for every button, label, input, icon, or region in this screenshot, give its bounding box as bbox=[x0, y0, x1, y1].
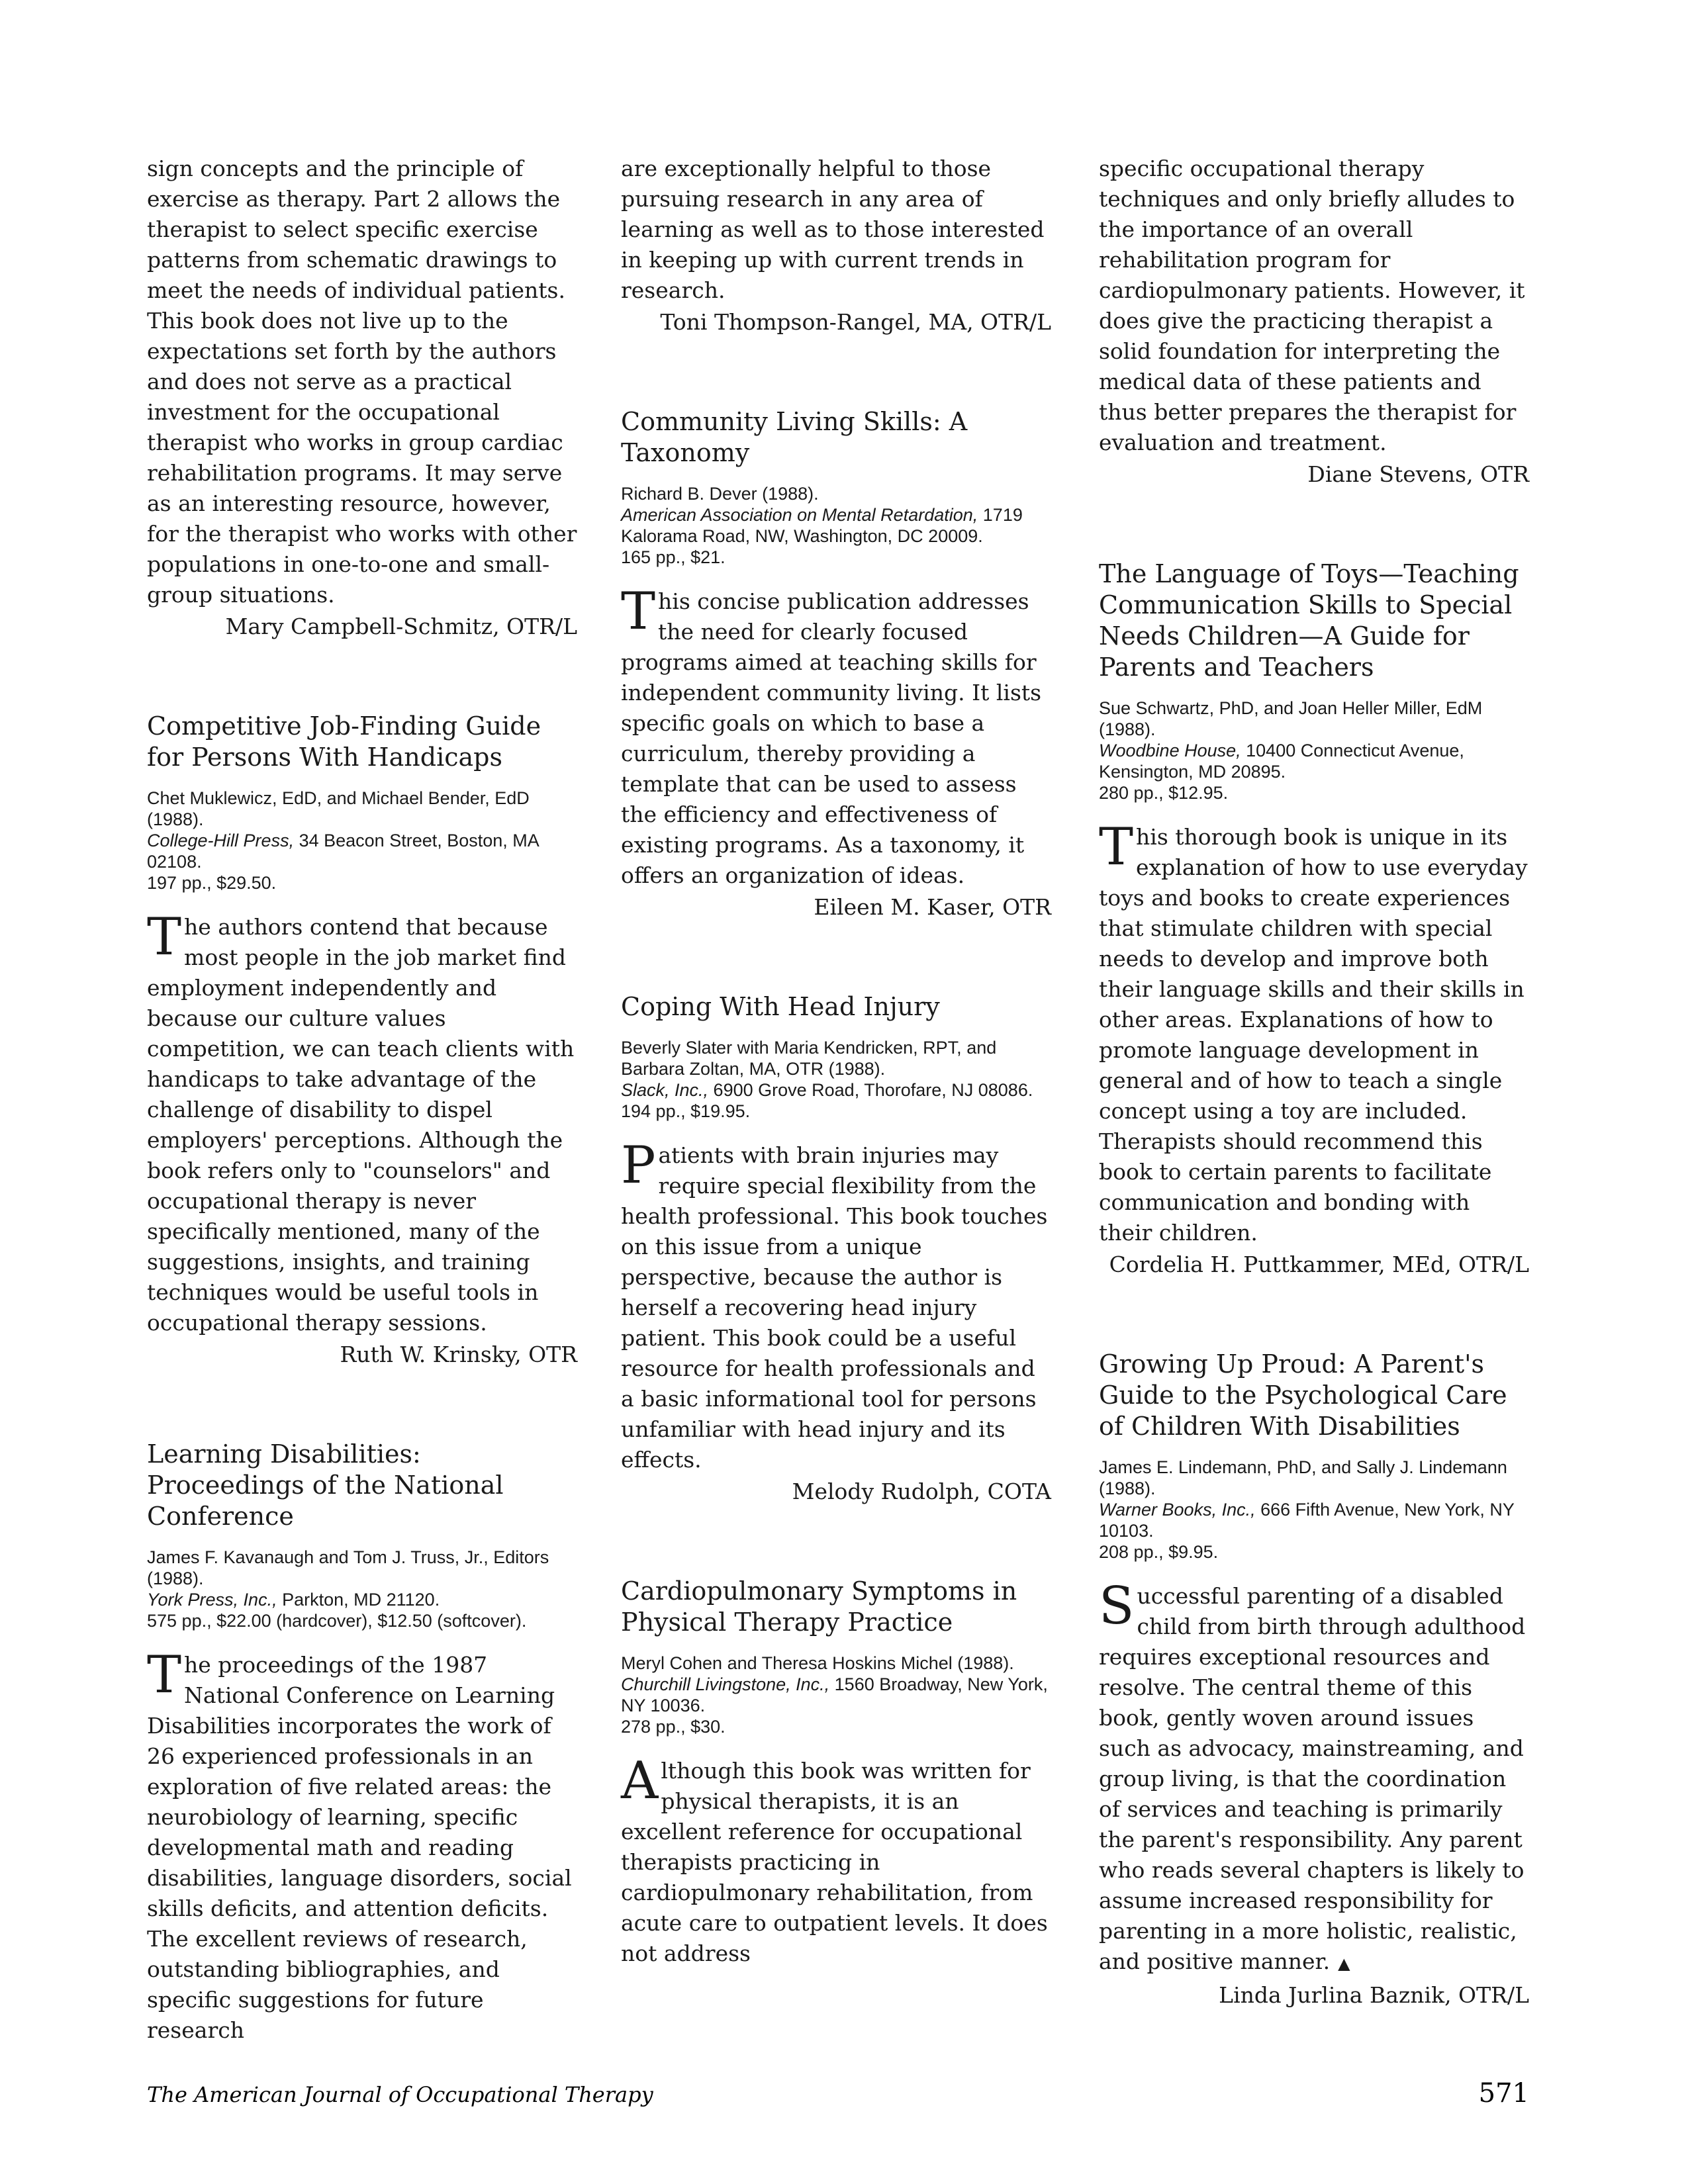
review-title: Coping With Head Injury bbox=[621, 992, 940, 1021]
book-publisher-line bbox=[147, 1589, 577, 1610]
review-body-text: he proceedings of the 1987 National Conference on Learning Disabilities incorporates the work of 26 experienced professionals in an exploration of five related areas: the neurobiology of learning, specific developmental math and reading disabilities, language disorders, social skills deficits, and attention deficits. The excellent reviews of research, outstanding bibliographies, and specific suggestions for future research bbox=[147, 1652, 572, 2043]
page-number: 571 bbox=[1478, 2078, 1529, 2109]
book-authors: Sue Schwartz, PhD, and Joan Heller Miller, EdM (1988). bbox=[1099, 698, 1483, 739]
book-citation bbox=[621, 1653, 1051, 1737]
review-body bbox=[621, 582, 1051, 891]
book-citation bbox=[1099, 1457, 1529, 1563]
review-body-text: his concise publication addresses the need for clearly focused programs aimed at teaching skills for independent community living. It lists specific goals on which to base a curriculum, thereby providing a template that can be used to assess the efficiency and effectiveness of existing programs. As a taxonomy, it offers an organization of ideas. bbox=[621, 588, 1042, 888]
review-competitive-job-finding bbox=[147, 711, 577, 1370]
journal-title: The American Journal of Occupational Therapy bbox=[147, 2082, 653, 2107]
reviewer-signature: Cordelia H. Puttkammer, MEd, OTR/L bbox=[1109, 1251, 1529, 1277]
review-title: Growing Up Proud: A Parent's Guide to the Psychological Care of Children With Disabilities bbox=[1099, 1349, 1507, 1441]
reviewer-signature: Eileen M. Kaser, OTR bbox=[814, 894, 1051, 920]
book-address: 1560 Broadway, New York, NY 10036. bbox=[621, 1674, 1048, 1715]
review-coping-with-head-injury bbox=[621, 991, 1051, 1507]
book-citation bbox=[147, 788, 577, 893]
book-address: Parkton, MD 21120. bbox=[277, 1590, 440, 1610]
review-title: Learning Disabilities: Proceedings of the National Conference bbox=[147, 1439, 504, 1531]
book-authors: Richard B. Dever (1988). bbox=[621, 484, 819, 504]
book-publisher-line bbox=[621, 1674, 1051, 1716]
end-of-article-triangle-icon: ▲ bbox=[1338, 1954, 1350, 1973]
review-body-text: his thorough book is unique in its explanation of how to use everyday toys and books to create experiences that stimulate children with special needs to develop and improve both their language skills and their skills in other areas. Explanations of how to promote language development in general and of how to teach a single concept using a toy are included. Therapists should recommend this book to certain parents to facilitate communication and bonding with their children. bbox=[1099, 824, 1528, 1246]
book-address: 34 Beacon Street, Boston, MA 02108. bbox=[147, 831, 539, 872]
book-pages-price: 197 pp., $29.50. bbox=[147, 873, 277, 893]
review-community-living-skills bbox=[621, 406, 1051, 923]
drop-cap: P bbox=[621, 1136, 656, 1195]
book-pages-price: 194 pp., $19.95. bbox=[621, 1101, 751, 1121]
reviewer-signature: Melody Rudolph, COTA bbox=[792, 1479, 1051, 1504]
book-publisher: College-Hill Press, bbox=[147, 831, 295, 850]
drop-cap: T bbox=[621, 582, 656, 641]
review-body bbox=[147, 1645, 577, 2046]
review-title: Cardiopulmonary Symptoms in Physical Therapy Practice bbox=[621, 1576, 1017, 1637]
reviewer-signature: Toni Thompson-Rangel, MA, OTR/L bbox=[660, 309, 1051, 335]
book-publisher: Warner Books, Inc., bbox=[1099, 1500, 1256, 1520]
drop-cap: A bbox=[621, 1751, 659, 1811]
book-citation bbox=[147, 1547, 577, 1631]
book-pages-price: 208 pp., $9.95. bbox=[1099, 1542, 1219, 1562]
book-publisher-line bbox=[1099, 1499, 1529, 1541]
drop-cap: T bbox=[147, 1645, 182, 1705]
review-body bbox=[1099, 1576, 1529, 1979]
review-learning-disabilities bbox=[147, 1439, 577, 2046]
continued-review-text: specific occupational therapy techniques and only briefly alludes to the importance of an overall rehabilitation program for cardiopulmonary patients. However, it does give the practicing therapist a solid foundation for interpreting the medical data of these patients and thus better prepares the therapist for evaluation and treatment. bbox=[1099, 156, 1525, 455]
review-body-text: lthough this book was written for physical therapists, it is an excellent reference for occupational therapists practicing in cardiopulmonary rehabilitation, from acute care to outpatient levels. It does not address bbox=[621, 1758, 1048, 1966]
review-body-text: atients with brain injuries may require special flexibility from the health professional. This book touches on this issue from a unique perspective, because the author is herself a recovering head injury patient. This book could be a useful resource for health professionals and a basic informational tool for persons unfamiliar with head injury and its effects. bbox=[621, 1142, 1048, 1473]
review-body bbox=[621, 1751, 1051, 1969]
reviewer-signature: Ruth W. Krinsky, OTR bbox=[340, 1342, 577, 1367]
review-cardiopulmonary-symptoms bbox=[621, 1576, 1051, 1969]
book-authors: Meryl Cohen and Theresa Hoskins Michel (1988). bbox=[621, 1653, 1014, 1673]
book-address: 1719 Kalorama Road, NW, Washington, DC 20009. bbox=[621, 505, 1023, 546]
book-publisher: York Press, Inc., bbox=[147, 1590, 277, 1610]
column-1 bbox=[147, 154, 577, 2046]
book-publisher-line bbox=[621, 504, 1051, 547]
drop-cap: T bbox=[147, 907, 182, 967]
book-address: 10400 Connecticut Avenue, Kensington, MD 20895. bbox=[1099, 741, 1464, 782]
book-authors: James E. Lindemann, PhD, and Sally J. Lindemann (1988). bbox=[1099, 1457, 1507, 1498]
book-publisher: Slack, Inc., bbox=[621, 1080, 709, 1100]
page-footer bbox=[147, 2078, 1529, 2115]
reviewer-signature: Mary Campbell-Schmitz, OTR/L bbox=[225, 614, 577, 639]
book-address: 666 Fifth Avenue, New York, NY 10103. bbox=[1099, 1500, 1515, 1541]
reviewer-signature: Linda Jurlina Baznik, OTR/L bbox=[1219, 1982, 1529, 2008]
review-body bbox=[147, 907, 577, 1338]
drop-cap: T bbox=[1099, 817, 1134, 877]
book-publisher-line bbox=[147, 830, 577, 872]
review-title: Competitive Job-Finding Guide for Persons With Handicaps bbox=[147, 711, 541, 772]
book-pages-price: 575 pp., $22.00 (hardcover), $12.50 (softcover). bbox=[147, 1611, 527, 1631]
drop-cap: S bbox=[1099, 1576, 1135, 1636]
book-publisher: Woodbine House, bbox=[1099, 741, 1241, 760]
book-authors: James F. Kavanaugh and Tom J. Truss, Jr., Editors (1988). bbox=[147, 1547, 549, 1588]
book-publisher-line bbox=[1099, 740, 1529, 782]
book-citation bbox=[621, 483, 1051, 568]
review-body-text: uccessful parenting of a disabled child from birth through adulthood requires exceptional resources and resolve. The central theme of this book, gently woven around issues such as advocacy, mainstreaming, and group living, is that the coordination of services and teaching is primarily the parent's responsibility. Any parent who reads several chapters is likely to assume increased responsibility for parenting in a more holistic, realistic, and positive manner. bbox=[1099, 1583, 1526, 1974]
review-title: The Language of Toys—Teaching Communication Skills to Special Needs Children—A Guide for Parents and Teachers bbox=[1099, 559, 1519, 682]
reviewer-signature: Diane Stevens, OTR bbox=[1307, 461, 1529, 487]
column-2 bbox=[621, 154, 1051, 1969]
book-authors: Beverly Slater with Maria Kendricken, RPT, and Barbara Zoltan, MA, OTR (1988). bbox=[621, 1038, 997, 1079]
review-body bbox=[621, 1136, 1051, 1475]
review-body bbox=[1099, 817, 1529, 1248]
continued-review-text: are exceptionally helpful to those pursuing research in any area of learning as well as to those interested in keeping up with current trends in research. bbox=[621, 156, 1045, 303]
book-citation bbox=[621, 1037, 1051, 1122]
review-language-of-toys bbox=[1099, 559, 1529, 1280]
continued-review-text: sign concepts and the principle of exercise as therapy. Part 2 allows the therapist to select specific exercise patterns from schematic drawings to meet the needs of individual patients. This book does not live up to the expectations set forth by the authors and does not serve as a practical investment for the occupational therapist who works in group cardiac rehabilitation programs. It may serve as an interesting resource, however, for the therapist who works with other populations in one-to-one and small-group situations. bbox=[147, 156, 577, 608]
book-pages-price: 165 pp., $21. bbox=[621, 547, 726, 567]
book-pages-price: 280 pp., $12.95. bbox=[1099, 783, 1229, 803]
review-title: Community Living Skills: A Taxonomy bbox=[621, 407, 968, 467]
book-publisher-line bbox=[621, 1079, 1051, 1101]
book-publisher: American Association on Mental Retardation, bbox=[621, 505, 978, 525]
book-address: 6900 Grove Road, Thorofare, NJ 08086. bbox=[708, 1080, 1033, 1100]
review-body-text: he authors contend that because most people in the job market find employment independently and because our culture values competition, we can teach clients with handicaps to take advantage of the challenge of disability to dispel employers' perceptions. Although the book refers only to "counselors" and occupational therapy is never specifically mentioned, many of the suggestions, insights, and training techniques would be useful tools in occupational therapy sessions. bbox=[147, 914, 575, 1336]
book-citation bbox=[1099, 698, 1529, 803]
book-authors: Chet Muklewicz, EdD, and Michael Bender, EdD (1988). bbox=[147, 788, 530, 829]
column-3 bbox=[1099, 154, 1529, 2011]
book-pages-price: 278 pp., $30. bbox=[621, 1717, 726, 1737]
review-growing-up-proud bbox=[1099, 1349, 1529, 2011]
book-publisher: Churchill Livingstone, Inc., bbox=[621, 1674, 830, 1694]
